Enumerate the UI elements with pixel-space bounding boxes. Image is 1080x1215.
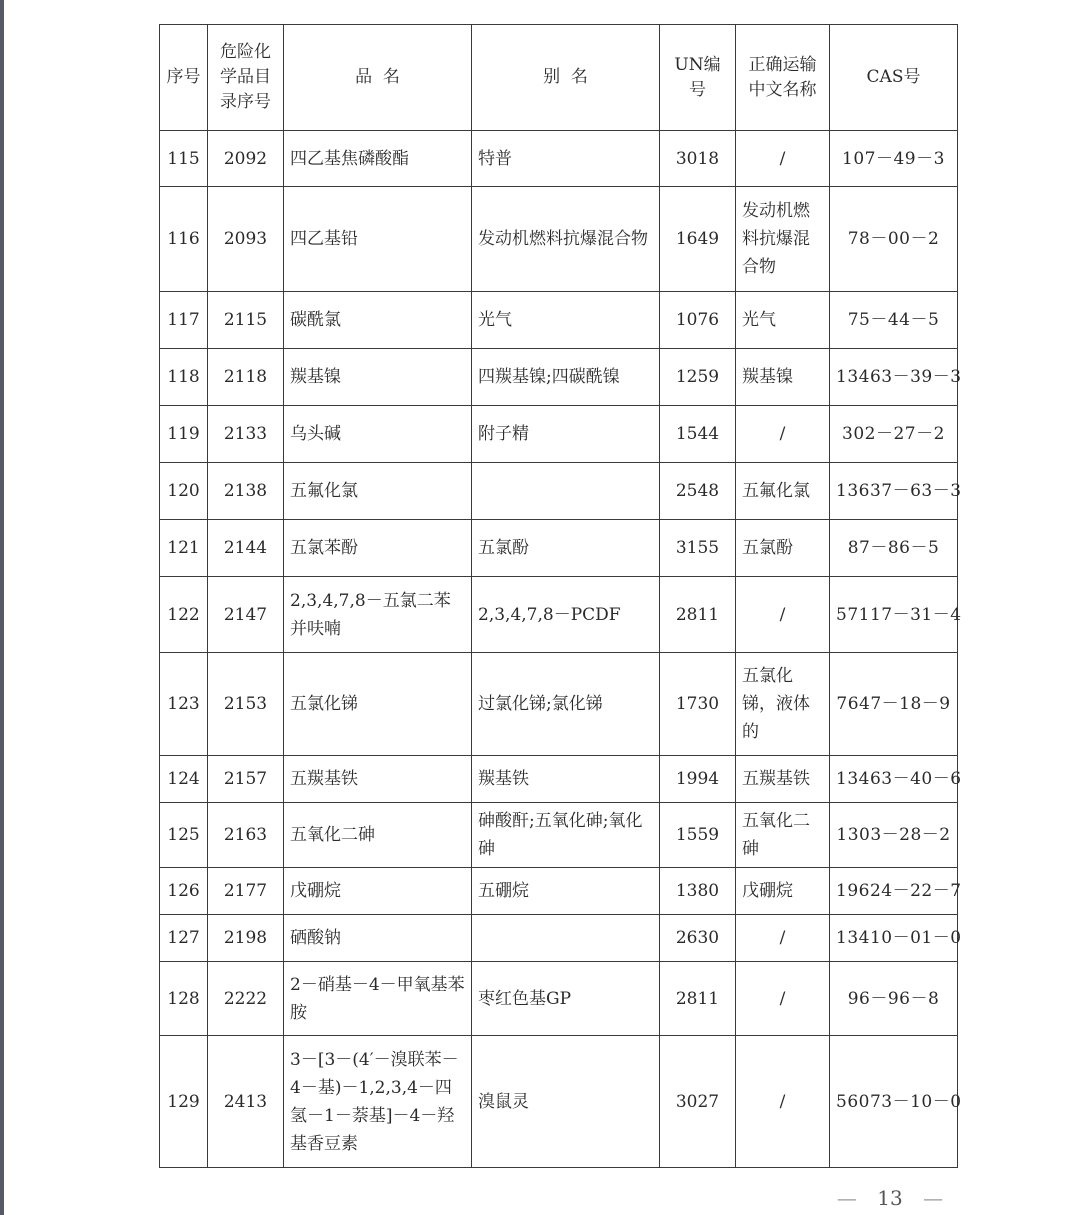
cell-un: 1649 bbox=[660, 187, 736, 292]
cell-idx: 125 bbox=[160, 803, 208, 868]
page-number bbox=[820, 1186, 960, 1210]
cell-un: 2811 bbox=[660, 962, 736, 1036]
table-row bbox=[160, 653, 958, 756]
table-row bbox=[160, 915, 958, 962]
cell-shipping: / bbox=[736, 577, 830, 653]
page-edge-shadow bbox=[0, 0, 4, 1215]
header-idx: 序号 bbox=[160, 25, 208, 131]
cell-name: 五氧化二砷 bbox=[284, 803, 472, 868]
cell-cas: 13637－63－3 bbox=[830, 463, 958, 520]
cell-catalog: 2115 bbox=[208, 292, 284, 349]
cell-alias: 发动机燃料抗爆混合物 bbox=[472, 187, 660, 292]
cell-alias: 五氯酚 bbox=[472, 520, 660, 577]
cell-name: 五氟化氯 bbox=[284, 463, 472, 520]
table-row bbox=[160, 803, 958, 868]
cell-un: 1730 bbox=[660, 653, 736, 756]
cell-catalog: 2092 bbox=[208, 131, 284, 187]
cell-shipping: / bbox=[736, 962, 830, 1036]
cell-un: 1380 bbox=[660, 868, 736, 915]
cell-shipping: 五氯化锑，液体的 bbox=[736, 653, 830, 756]
cell-shipping: 五氟化氯 bbox=[736, 463, 830, 520]
cell-catalog: 2157 bbox=[208, 756, 284, 803]
cell-name: 戊硼烷 bbox=[284, 868, 472, 915]
cell-alias: 过氯化锑;氯化锑 bbox=[472, 653, 660, 756]
header-shipping-name: 正确运输中文名称 bbox=[736, 25, 830, 131]
cell-name: 碳酰氯 bbox=[284, 292, 472, 349]
header-product-name: 品 名 bbox=[284, 25, 472, 131]
cell-alias: 2,3,4,7,8－PCDF bbox=[472, 577, 660, 653]
table-row bbox=[160, 962, 958, 1036]
cell-cas: 107－49－3 bbox=[830, 131, 958, 187]
cell-catalog: 2093 bbox=[208, 187, 284, 292]
cell-shipping: / bbox=[736, 406, 830, 463]
cell-name: 3－[3－(4′－溴联苯－4－基)－1,2,3,4－四氢－1－萘基]－4－羟基香豆素 bbox=[284, 1036, 472, 1168]
cell-shipping: 五氧化二砷 bbox=[736, 803, 830, 868]
cell-alias: 四羰基镍;四碳酰镍 bbox=[472, 349, 660, 406]
table-row bbox=[160, 349, 958, 406]
cell-name: 四乙基焦磷酸酯 bbox=[284, 131, 472, 187]
cell-alias: 光气 bbox=[472, 292, 660, 349]
cell-shipping: / bbox=[736, 915, 830, 962]
cell-catalog: 2222 bbox=[208, 962, 284, 1036]
cell-shipping: 戊硼烷 bbox=[736, 868, 830, 915]
cell-idx: 121 bbox=[160, 520, 208, 577]
cell-cas: 96－96－8 bbox=[830, 962, 958, 1036]
cell-un: 1076 bbox=[660, 292, 736, 349]
hazardous-chemicals-table bbox=[159, 24, 962, 1168]
cell-catalog: 2147 bbox=[208, 577, 284, 653]
table-row bbox=[160, 406, 958, 463]
cell-cas: 7647－18－9 bbox=[830, 653, 958, 756]
cell-shipping: / bbox=[736, 131, 830, 187]
cell-shipping: 羰基镍 bbox=[736, 349, 830, 406]
cell-name: 乌头碱 bbox=[284, 406, 472, 463]
cell-shipping: 五羰基铁 bbox=[736, 756, 830, 803]
cell-un: 1994 bbox=[660, 756, 736, 803]
cell-idx: 118 bbox=[160, 349, 208, 406]
cell-name: 四乙基铅 bbox=[284, 187, 472, 292]
cell-alias: 砷酸酐;五氧化砷;氧化砷 bbox=[472, 803, 660, 868]
cell-name: 五氯化锑 bbox=[284, 653, 472, 756]
cell-idx: 116 bbox=[160, 187, 208, 292]
header-alias: 别 名 bbox=[472, 25, 660, 131]
cell-idx: 126 bbox=[160, 868, 208, 915]
cell-alias: 枣红色基GP bbox=[472, 962, 660, 1036]
table-row bbox=[160, 577, 958, 653]
cell-idx: 115 bbox=[160, 131, 208, 187]
cell-name: 羰基镍 bbox=[284, 349, 472, 406]
cell-cas: 13410－01－0 bbox=[830, 915, 958, 962]
cell-idx: 124 bbox=[160, 756, 208, 803]
cell-catalog: 2413 bbox=[208, 1036, 284, 1168]
cell-cas: 75－44－5 bbox=[830, 292, 958, 349]
cell-cas: 78－00－2 bbox=[830, 187, 958, 292]
cell-shipping: / bbox=[736, 1036, 830, 1168]
cell-alias: 特普 bbox=[472, 131, 660, 187]
cell-cas: 19624－22－7 bbox=[830, 868, 958, 915]
cell-cas: 302－27－2 bbox=[830, 406, 958, 463]
cell-cas: 56073－10－0 bbox=[830, 1036, 958, 1168]
cell-cas: 13463－40－6 bbox=[830, 756, 958, 803]
cell-idx: 117 bbox=[160, 292, 208, 349]
page-number-right-dash: — bbox=[923, 1186, 944, 1210]
cell-idx: 122 bbox=[160, 577, 208, 653]
cell-cas: 87－86－5 bbox=[830, 520, 958, 577]
table-row bbox=[160, 1036, 958, 1168]
cell-idx: 119 bbox=[160, 406, 208, 463]
cell-un: 3018 bbox=[660, 131, 736, 187]
cell-un: 1544 bbox=[660, 406, 736, 463]
cell-cas: 57117－31－4 bbox=[830, 577, 958, 653]
header-un-number: UN编号 bbox=[660, 25, 736, 131]
cell-idx: 120 bbox=[160, 463, 208, 520]
header-catalog-number: 危险化学品目录序号 bbox=[208, 25, 284, 131]
cell-catalog: 2138 bbox=[208, 463, 284, 520]
cell-name: 2,3,4,7,8－五氯二苯并呋喃 bbox=[284, 577, 472, 653]
table-body bbox=[160, 131, 962, 1168]
cell-shipping: 五氯酚 bbox=[736, 520, 830, 577]
cell-un: 2548 bbox=[660, 463, 736, 520]
cell-idx: 127 bbox=[160, 915, 208, 962]
table-row bbox=[160, 187, 958, 292]
cell-un: 2630 bbox=[660, 915, 736, 962]
table-row bbox=[160, 868, 958, 915]
cell-catalog: 2177 bbox=[208, 868, 284, 915]
cell-name: 五氯苯酚 bbox=[284, 520, 472, 577]
table-header-row bbox=[160, 25, 958, 131]
cell-un: 1259 bbox=[660, 349, 736, 406]
cell-un: 3027 bbox=[660, 1036, 736, 1168]
cell-catalog: 2153 bbox=[208, 653, 284, 756]
table-row bbox=[160, 463, 958, 520]
cell-idx: 128 bbox=[160, 962, 208, 1036]
cell-catalog: 2163 bbox=[208, 803, 284, 868]
cell-catalog: 2133 bbox=[208, 406, 284, 463]
cell-un: 2811 bbox=[660, 577, 736, 653]
cell-alias: 附子精 bbox=[472, 406, 660, 463]
table-row bbox=[160, 292, 958, 349]
cell-un: 3155 bbox=[660, 520, 736, 577]
cell-idx: 129 bbox=[160, 1036, 208, 1168]
cell-catalog: 2144 bbox=[208, 520, 284, 577]
cell-cas: 1303－28－2 bbox=[830, 803, 958, 868]
cell-catalog: 2118 bbox=[208, 349, 284, 406]
cell-alias bbox=[472, 463, 660, 520]
cell-cas: 13463－39－3 bbox=[830, 349, 958, 406]
cell-shipping: 发动机燃料抗爆混合物 bbox=[736, 187, 830, 292]
page-number-value: 13 bbox=[877, 1186, 903, 1210]
table-row bbox=[160, 520, 958, 577]
cell-idx: 123 bbox=[160, 653, 208, 756]
cell-catalog: 2198 bbox=[208, 915, 284, 962]
cell-un: 1559 bbox=[660, 803, 736, 868]
cell-alias: 羰基铁 bbox=[472, 756, 660, 803]
cell-name: 五羰基铁 bbox=[284, 756, 472, 803]
cell-shipping: 光气 bbox=[736, 292, 830, 349]
table-row bbox=[160, 131, 958, 187]
cell-name: 2－硝基－4－甲氧基苯胺 bbox=[284, 962, 472, 1036]
cell-alias bbox=[472, 915, 660, 962]
cell-name: 硒酸钠 bbox=[284, 915, 472, 962]
header-cas-number: CAS号 bbox=[830, 25, 958, 131]
table-row bbox=[160, 756, 958, 803]
page-number-left-dash: — bbox=[836, 1186, 857, 1210]
cell-alias: 溴鼠灵 bbox=[472, 1036, 660, 1168]
cell-alias: 五硼烷 bbox=[472, 868, 660, 915]
